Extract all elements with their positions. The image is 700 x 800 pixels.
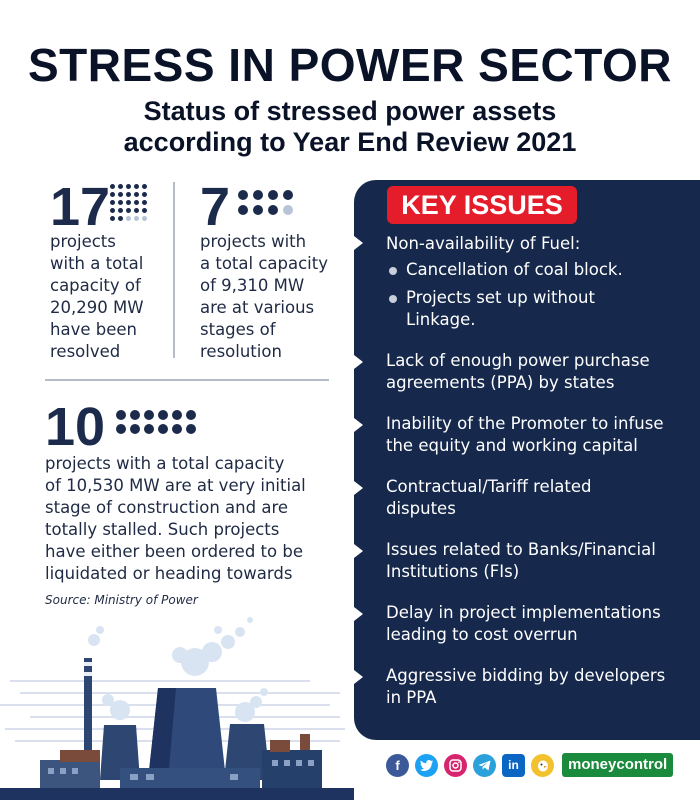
facebook-icon[interactable]: f (386, 754, 409, 777)
dot-icon (130, 410, 140, 420)
dot-icon (126, 184, 131, 189)
issue-line: Contractual/Tariff related (386, 477, 592, 496)
issue-line: the equity and working capital (386, 436, 638, 455)
dot-icon (144, 410, 154, 420)
dot-icon (238, 205, 248, 215)
resolved-line: 20,290 MW (50, 298, 144, 317)
dot-icon (238, 190, 248, 200)
dot-icon (142, 184, 147, 189)
dot-icon (142, 208, 147, 213)
dot-icon (134, 192, 139, 197)
issue-fuel-label: Non-availability of Fuel: (386, 234, 581, 253)
resolved-line: resolved (50, 342, 121, 361)
dot-icon (253, 190, 263, 200)
dot-icon (126, 200, 131, 205)
resolved-count: 17 (50, 177, 111, 237)
issue-line: Lack of enough power purchase (386, 351, 650, 370)
page-title: STRESS IN POWER SECTOR (27, 39, 673, 91)
resolved-line: with a total (50, 254, 144, 273)
dot-icon (144, 424, 154, 434)
dot-icon (186, 410, 196, 420)
dot-icon (126, 192, 131, 197)
stalled-line: totally stalled. Such projects (45, 520, 280, 539)
dot-icon (118, 200, 123, 205)
resolved-description (50, 231, 144, 363)
bullet-icon (389, 295, 397, 303)
power-plant-illustration (0, 600, 354, 800)
arrow-icon (354, 544, 363, 558)
twitter-icon[interactable] (415, 754, 438, 777)
horizontal-divider (45, 379, 329, 381)
dot-icon (126, 208, 131, 213)
dot-icon (134, 208, 139, 213)
issue-line: Institutions (FIs) (386, 562, 520, 581)
vertical-divider (173, 182, 175, 358)
dot-icon (118, 184, 123, 189)
dot-icon (172, 410, 182, 420)
issue-line: disputes (386, 499, 456, 518)
dot-icon (268, 190, 278, 200)
in-resolution-line: projects with (200, 232, 307, 251)
stalled-count: 10 (45, 397, 106, 457)
dot-icon (134, 216, 139, 221)
dot-icon (110, 184, 115, 189)
dot-icon (118, 208, 123, 213)
instagram-icon[interactable] (444, 754, 467, 777)
issue-line: Aggressive bidding by developers (386, 666, 666, 685)
dot-icon (116, 424, 126, 434)
issue-line: Issues related to Banks/Financial (386, 540, 656, 559)
arrow-icon (354, 236, 363, 250)
issue-line: agreements (PPA) by states (386, 373, 615, 392)
stalled-line: have either been ordered to be (45, 542, 303, 561)
issue-fuel-bullet (406, 287, 691, 331)
stalled-line: projects with a total capacity (45, 454, 285, 473)
page-subtitle (0, 96, 700, 158)
dot-icon (142, 192, 147, 197)
issue-item (386, 476, 686, 520)
in-resolution-line: of 9,310 MW (200, 276, 305, 295)
issue-item (386, 602, 686, 646)
bullet-icon (389, 267, 397, 275)
in-resolution-line: resolution (200, 342, 282, 361)
issue-item (386, 665, 686, 709)
dot-icon (116, 410, 126, 420)
arrow-icon (354, 355, 363, 369)
in-resolution-line: stages of (200, 320, 276, 339)
dot-icon (186, 424, 196, 434)
arrow-icon (354, 607, 363, 621)
issue-line: leading to cost overrun (386, 625, 578, 644)
dot-icon (130, 424, 140, 434)
dot-icon (110, 216, 115, 221)
subtitle-line-2: according to Year End Review 2021 (123, 127, 577, 157)
arrow-icon (354, 418, 363, 432)
issue-item (386, 350, 686, 394)
social-footer (386, 753, 673, 777)
dot-icon (142, 200, 147, 205)
dot-icon (110, 192, 115, 197)
dot-icon (283, 190, 293, 200)
dot-icon (134, 184, 139, 189)
dot-icon (172, 424, 182, 434)
issue-line: Delay in project implementations (386, 603, 661, 622)
resolved-line: projects (50, 232, 116, 251)
subtitle-line-1: Status of stressed power assets (143, 96, 557, 126)
dot-icon (126, 216, 131, 221)
issue-fuel-bullet: Cancellation of coal block. (406, 260, 623, 279)
dot-icon (118, 192, 123, 197)
dot-icon (268, 205, 278, 215)
source-note: Source: Ministry of Power (45, 593, 198, 607)
in-resolution-line: are at various (200, 298, 315, 317)
in-resolution-line: a total capacity (200, 254, 328, 273)
stalled-line: liquidated or heading towards (45, 564, 293, 583)
key-issues-heading: KEY ISSUES (387, 186, 577, 224)
dot-icon (134, 200, 139, 205)
stalled-line: stage of construction and are (45, 498, 289, 517)
koo-icon[interactable] (531, 754, 554, 777)
issue-fuel-bullet-line: Linkage. (406, 310, 476, 329)
resolved-line: capacity of (50, 276, 141, 295)
arrow-icon (354, 670, 363, 684)
arrow-icon (354, 481, 363, 495)
resolved-line: have been (50, 320, 137, 339)
dot-icon (110, 200, 115, 205)
moneycontrol-logo[interactable]: moneycontrol (562, 753, 673, 777)
dot-icon (142, 216, 147, 221)
dot-icon (118, 216, 123, 221)
issue-fuel-bullet-line: Projects set up without (406, 288, 595, 307)
dot-icon (283, 205, 293, 215)
stalled-description (45, 453, 306, 585)
issue-line: in PPA (386, 688, 437, 707)
dot-icon (158, 410, 168, 420)
dot-icon (158, 424, 168, 434)
telegram-icon[interactable] (473, 754, 496, 777)
in-resolution-description (200, 231, 328, 363)
dot-icon (253, 205, 263, 215)
stalled-line: of 10,530 MW are at very initial (45, 476, 306, 495)
issue-item (386, 413, 686, 457)
issue-item (386, 539, 686, 583)
linkedin-icon[interactable]: in (502, 754, 525, 777)
dot-icon (110, 208, 115, 213)
in-resolution-count: 7 (200, 177, 231, 237)
issue-line: Inability of the Promoter to infuse (386, 414, 664, 433)
